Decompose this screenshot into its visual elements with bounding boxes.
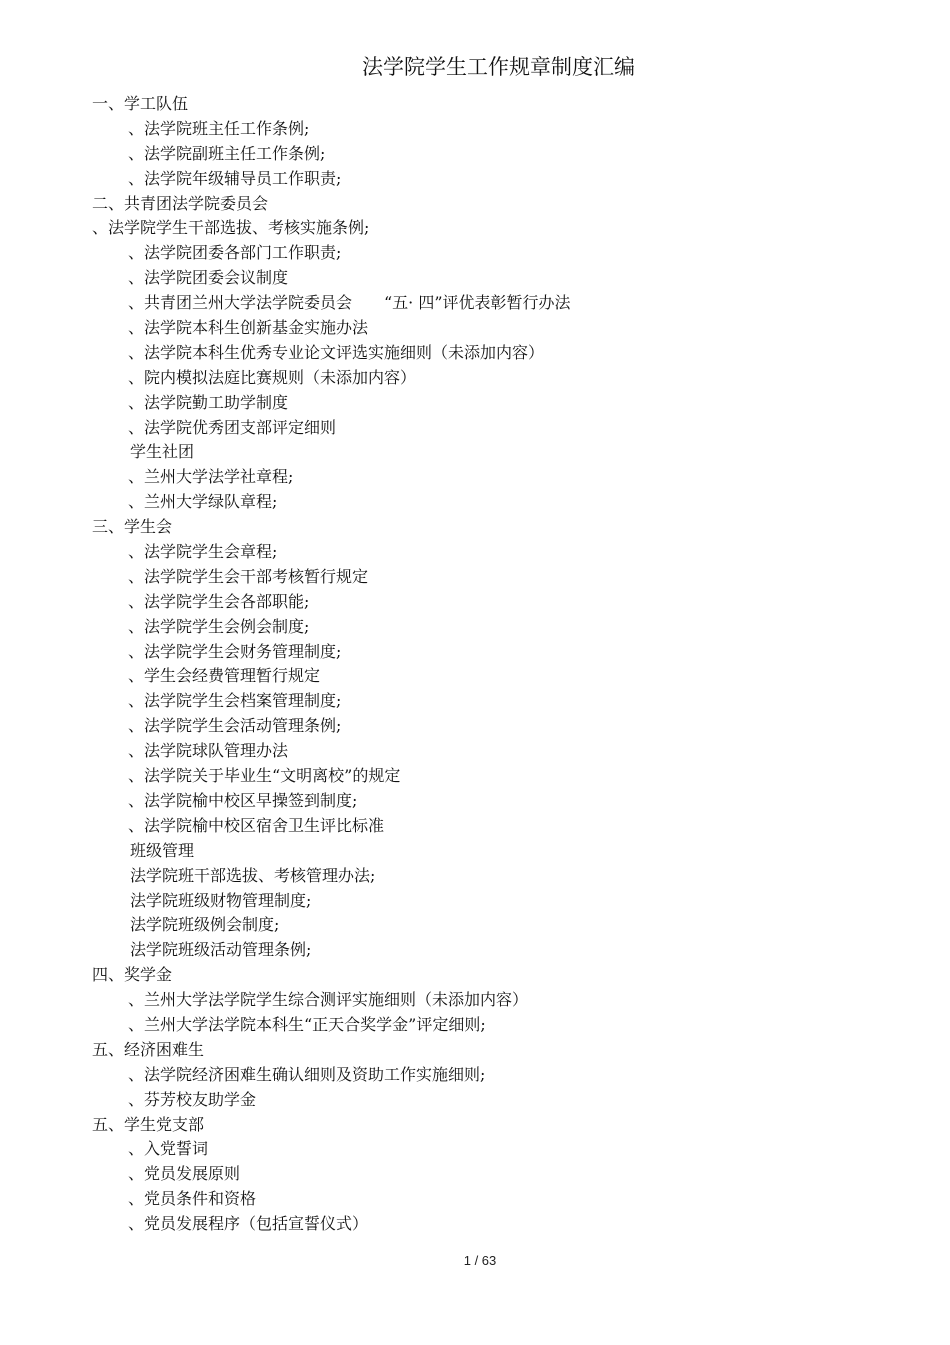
- toc-item: 、法学院勤工助学制度: [128, 392, 289, 412]
- toc-item: 、法学院学生会活动管理条例;: [128, 716, 342, 736]
- toc-item: 、兰州大学法学社章程;: [128, 467, 294, 487]
- toc-item: 、法学院榆中校区宿舍卫生评比标准: [128, 815, 385, 835]
- subsection-heading: 班级管理: [130, 840, 195, 860]
- toc-item: 、法学院经济困难生确认细则及资助工作实施细则;: [128, 1064, 486, 1084]
- toc-item: 、法学院班主任工作条例;: [128, 118, 310, 138]
- page-number: 1 / 63: [463, 1253, 497, 1268]
- section-heading: 一、学工队伍: [92, 94, 189, 113]
- toc-item: 、党员条件和资格: [128, 1189, 257, 1209]
- toc-item: 、共青团兰州大学法学院委员会 “五· 四”评优表彰暂行办法: [128, 293, 571, 313]
- section-heading: 四、奖学金: [92, 965, 173, 985]
- table-of-contents: [0, 92, 950, 1237]
- toc-item: 、法学院优秀团支部评定细则: [128, 417, 337, 437]
- section-heading: 五、经济困难生: [92, 1039, 205, 1059]
- toc-item: 、入党誓词: [128, 1139, 209, 1159]
- toc-item: 、法学院副班主任工作条例;: [128, 143, 326, 163]
- toc-item: 、法学院关于毕业生“文明离校”的规定: [128, 766, 401, 786]
- toc-item: 、兰州大学绿队章程;: [128, 492, 278, 512]
- toc-item: 、法学院团委会议制度: [128, 268, 289, 288]
- section-heading: 三、学生会: [92, 517, 173, 537]
- subsection-heading: 法学院班级财物管理制度;: [130, 890, 312, 910]
- subsection-heading: 法学院班干部选拔、考核管理办法;: [130, 865, 376, 885]
- toc-item: 、法学院学生会档案管理制度;: [128, 691, 342, 711]
- toc-item: 、兰州大学法学院学生综合测评实施细则（未添加内容）: [128, 990, 529, 1010]
- toc-item: 、兰州大学法学院本科生“正天合奖学金”评定细则;: [128, 1014, 486, 1034]
- toc-item: 、法学院学生干部选拔、考核实施条例;: [92, 218, 370, 238]
- section-heading: 五、学生党支部: [92, 1114, 205, 1134]
- subsection-heading: 法学院班级例会制度;: [130, 915, 280, 935]
- toc-item: 、院内模拟法庭比赛规则（未添加内容）: [128, 367, 417, 387]
- toc-item: 、法学院本科生创新基金实施办法: [128, 318, 369, 338]
- toc-item: 、党员发展原则: [128, 1164, 241, 1184]
- toc-item: 、法学院榆中校区早操签到制度;: [128, 790, 358, 810]
- toc-item: 、法学院学生会例会制度;: [128, 616, 310, 636]
- toc-item: 、芬芳校友助学金: [128, 1089, 257, 1109]
- toc-item: 、法学院学生会各部职能;: [128, 591, 310, 611]
- toc-item: 、学生会经费管理暂行规定: [128, 666, 321, 686]
- toc-item: 、法学院年级辅导员工作职责;: [128, 168, 342, 188]
- toc-item: 、法学院学生会财务管理制度;: [128, 641, 342, 661]
- subsection-heading: 法学院班级活动管理条例;: [130, 940, 312, 960]
- toc-item: 、法学院球队管理办法: [128, 741, 289, 761]
- section-heading: 二、共青团法学院委员会: [92, 193, 269, 213]
- toc-item: 、法学院团委各部门工作职责;: [128, 243, 342, 263]
- page-title: 法学院学生工作规章制度汇编: [362, 55, 635, 79]
- toc-item: 、法学院本科生优秀专业论文评选实施细则（未添加内容）: [128, 342, 545, 362]
- toc-item: 、法学院学生会章程;: [128, 542, 278, 562]
- toc-item: 、党员发展程序（包括宣誓仪式）: [128, 1214, 369, 1234]
- subsection-heading: 学生社团: [130, 442, 195, 462]
- toc-item: 、法学院学生会干部考核暂行规定: [128, 566, 369, 586]
